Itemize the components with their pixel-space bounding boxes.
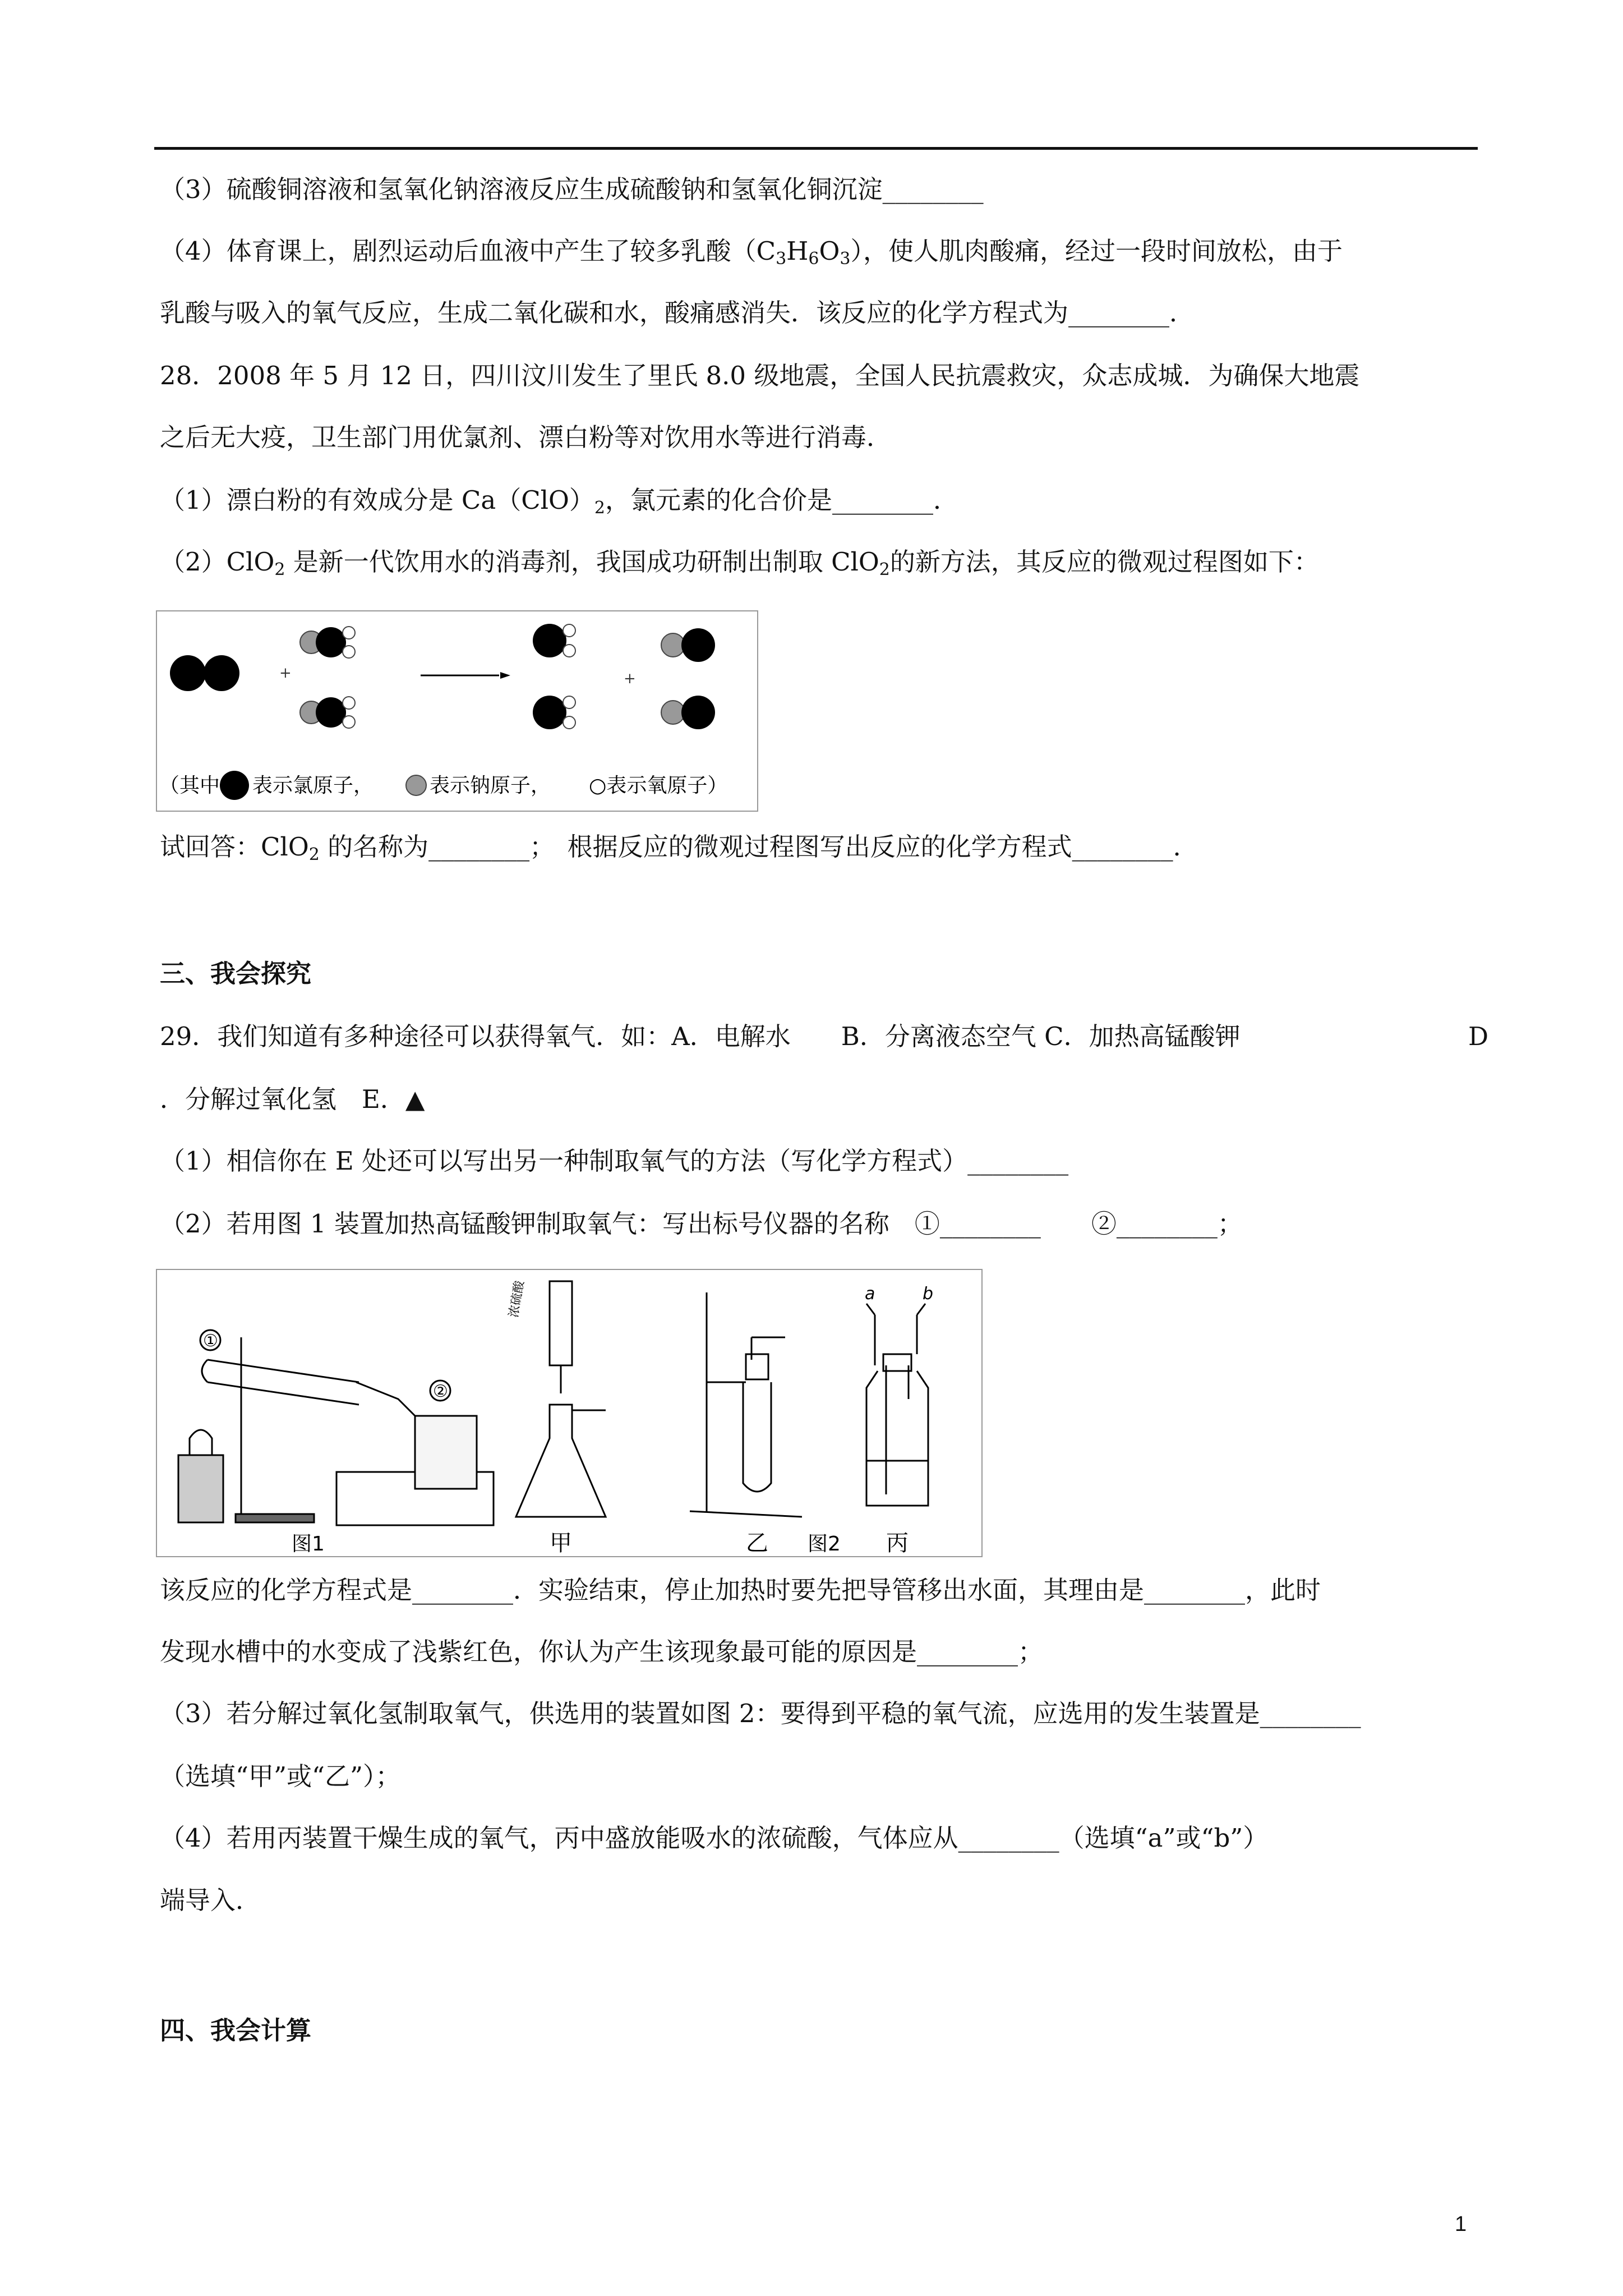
q28-part2: （2）ClO$_2$ 是新一代饮用水的消毒剂，我国成功研制出制取 ClO$_2$的新方法，其反应的微观过程图如下：	[160, 547, 1319, 579]
apparatus-svg	[157, 1270, 981, 1556]
caption-bing: 丙	[886, 1530, 909, 1556]
q29-part1: （1）相信你在 E 处还可以写出另一种制取氧气的方法（写化学方程式）________	[160, 1146, 1069, 1176]
q28-intro-line2: 之后无大疫，卫生部门用优氯剂、漂白粉等对饮用水等进行消毒．	[160, 422, 892, 452]
legend-oxygen: ○表示氧原子）	[589, 774, 728, 797]
q28-intro-line1: 28．2008 年 5 月 12 日，四川汶川发生了里氏 8.0 级地震，全国人民抗震救灾，众志成城．为确保大地震	[160, 361, 1360, 390]
q28-part1: （1）漂白粉的有效成分是 $Ca(ClO)_2$，氯元素的化合价是________．	[160, 485, 959, 518]
legend-prefix: （其中	[159, 774, 220, 797]
apparatus-jia	[516, 1281, 606, 1517]
reactant-molecule-top	[300, 627, 355, 658]
q29-part2-line2: 该反应的化学方程式是________．实验结束，停止加热时要先把导管移出水面，其理由是________，此时	[160, 1575, 1321, 1605]
q27-part3: （3）硫酸铜溶液和氢氧化钠溶液反应生成硫酸钠和氢氧化铜沉淀________	[160, 174, 984, 204]
reaction-diagram	[156, 610, 758, 812]
caption-yi: 乙	[746, 1530, 768, 1556]
legend-chlorine-icon	[220, 771, 249, 800]
reaction-diagram-svg	[157, 611, 757, 811]
apparatus-figure	[156, 1269, 983, 1557]
q27-part4-line1: （4）体育课上，剧烈运动后血液中产生了较多乳酸$(C_3H_6O_3)$，使人肌肉酸痛，经过一段时间放松，由于	[160, 236, 1343, 269]
label-1: ①	[203, 1331, 218, 1351]
section-4-heading: 四、我会计算	[160, 2016, 312, 2045]
legend-chlorine: 表示氯原子，	[252, 774, 374, 797]
header-rule	[154, 147, 1478, 150]
reaction-arrow	[421, 672, 510, 679]
chlorine-molecule	[170, 655, 239, 691]
q29-part2-line3: 发现水槽中的水变成了浅紫红色，你认为产生该现象最可能的原因是________；	[160, 1637, 1044, 1667]
apparatus-bing	[866, 1304, 928, 1506]
q29-part3-line2: （选填“甲”或“乙”）；	[160, 1761, 401, 1791]
q29-part2: （2）若用图 1 装置加热高锰酸钾制取氧气：写出标号仪器的名称 ①________ ②________；	[160, 1209, 1243, 1239]
product-clo2-top	[533, 624, 575, 657]
plus-sign-2: +	[624, 670, 636, 687]
q28-answer-line: 试回答：ClO$_2$ 的名称为________； 根据反应的微观过程图写出反应的化学方程式________．	[160, 832, 1198, 864]
q27-part4-line2: 乳酸与吸入的氧气反应，生成二氧化碳和水，酸痛感消失．该反应的化学方程式为________．	[160, 298, 1195, 328]
q29-option-d: D	[1468, 1022, 1489, 1051]
label-a: a	[865, 1284, 875, 1304]
legend-sodium: 表示钠原子，	[430, 774, 551, 797]
funnel-note: 浓硫酸	[506, 1280, 527, 1319]
product-clo2-bottom	[533, 696, 575, 729]
product-nacl-bottom	[661, 696, 715, 729]
product-nacl-top	[661, 628, 715, 662]
caption-fig2: 图2	[808, 1533, 841, 1556]
label-2: ②	[433, 1382, 448, 1401]
q29-intro-line1: 29．我们知道有多种途径可以获得氧气．如：A．电解水 B．分离液态空气 C．加热高锰酸钾	[160, 1022, 1241, 1051]
page-number: 1	[1455, 2212, 1467, 2236]
q29-intro-line2: ．分解过氧化氢 E．▲	[160, 1084, 425, 1114]
plus-sign-1: +	[279, 665, 292, 682]
q29-part4-line2: 端导入．	[160, 1885, 261, 1915]
q29-part4-line1: （4）若用丙装置干燥生成的氧气，丙中盛放能吸水的浓硫酸，气体应从________（选填“a”或“b”）	[160, 1823, 1269, 1853]
q29-part3-line1: （3）若分解过氧化氢制取氧气，供选用的装置如图 2：要得到平稳的氧气流，应选用的发生装置是________	[160, 1699, 1361, 1728]
caption-jia: 甲	[550, 1530, 572, 1556]
heating-apparatus	[178, 1337, 494, 1525]
diagram-legend	[159, 771, 727, 800]
legend-sodium-icon	[406, 775, 426, 795]
label-b: b	[923, 1284, 934, 1304]
reactant-molecule-bottom	[300, 697, 355, 728]
section-3-heading: 三、我会探究	[160, 959, 312, 988]
caption-fig1: 图1	[292, 1533, 325, 1556]
apparatus-yi	[690, 1292, 802, 1517]
